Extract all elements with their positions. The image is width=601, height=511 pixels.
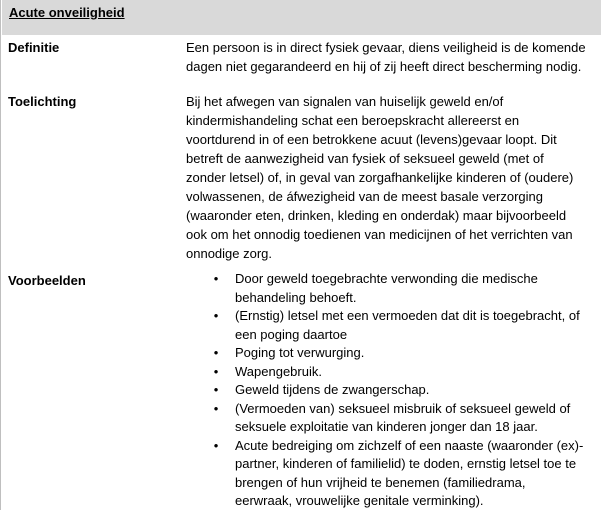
text-line: Geweld tijdens de zwangerschap. [235, 382, 430, 397]
bullet-icon: • [213, 308, 219, 323]
text-line: Acute bedreiging om zichzelf of een naaste (waaronder (ex)- [235, 437, 584, 453]
row-text-definitie [186, 38, 598, 76]
text-line: Poging tot verwurging. [235, 345, 365, 360]
bullet-icon: • [213, 271, 219, 286]
text-line: volwassenen, de áfwezigheid van de meest basale verzorging [186, 189, 543, 204]
text-line: Bij het afwegen van signalen van huiselijk geweld en/of [186, 94, 504, 109]
text-line: brengen of hun vrijheid te benemen (familiedrama, [235, 474, 526, 490]
text-line: Een persoon is in direct fysiek gevaar, diens veiligheid is de komende [186, 40, 586, 55]
list-item [186, 270, 600, 307]
list-item [186, 400, 600, 437]
row-text-toelichting [186, 92, 598, 263]
text-line: onnodige zorg. [186, 246, 273, 261]
text-line: eerwraak, vrouwelijke genitale verminking). [235, 493, 484, 508]
text-line: kindermishandeling schat een beroepskracht allereerst en [186, 113, 520, 128]
text-line: seksuele exploitatie van kinderen jonger dan 18 jaar. [235, 419, 538, 434]
text-line: een poging daartoe [235, 326, 348, 342]
text-line: behandeling behoeft. [235, 289, 357, 305]
row-label-definitie: Definitie [8, 40, 60, 55]
table-header [2, 0, 601, 35]
bullet-icon: • [213, 382, 219, 397]
text-line: zonder letsel) of, in geval van zorgafhankelijke kinderen of (oudere) [186, 170, 574, 185]
examples-list [186, 270, 600, 511]
list-item [186, 381, 600, 400]
text-line: (waaronder eten, drinken, kleding en onderdak) maar bijvoorbeeld [186, 208, 567, 223]
text-line: ook om het onnodig toedienen van medicijnen of het verrichten van [186, 227, 573, 242]
text-line: Door geweld toegebrachte verwonding die medische [235, 271, 538, 286]
text-line: partner, kinderen of familielid) te doden, ernstig letsel toe te [235, 456, 577, 471]
text-line: Wapengebruik. [235, 363, 322, 379]
list-item [186, 344, 600, 363]
text-line: (Vermoeden van) seksueel misbruik of seksueel geweld of [235, 400, 571, 416]
row-label-voorbeelden: Voorbeelden [8, 273, 86, 288]
bullet-icon: • [213, 400, 219, 416]
text-line: betreft de aanwezigheid van fysiek of seksueel geweld (met of [186, 151, 544, 166]
bullet-icon: • [213, 345, 219, 360]
list-item [186, 363, 600, 382]
bullet-icon: • [213, 363, 219, 379]
row-label-toelichting: Toelichting [8, 94, 77, 109]
list-item [186, 307, 600, 344]
text-line: dagen niet gegarandeerd en hij of zij heeft direct bescherming nodig. [186, 59, 582, 74]
list-item [186, 437, 600, 511]
bullet-icon: • [213, 437, 219, 453]
text-line: (Ernstig) letsel met een vermoeden dat dit is toegebracht, of [235, 308, 580, 323]
text-line: voortdurend in of een betrokkene acuut (levens)gevaar loopt. Dit [186, 132, 557, 147]
table-title: Acute onveiligheid [9, 5, 125, 20]
